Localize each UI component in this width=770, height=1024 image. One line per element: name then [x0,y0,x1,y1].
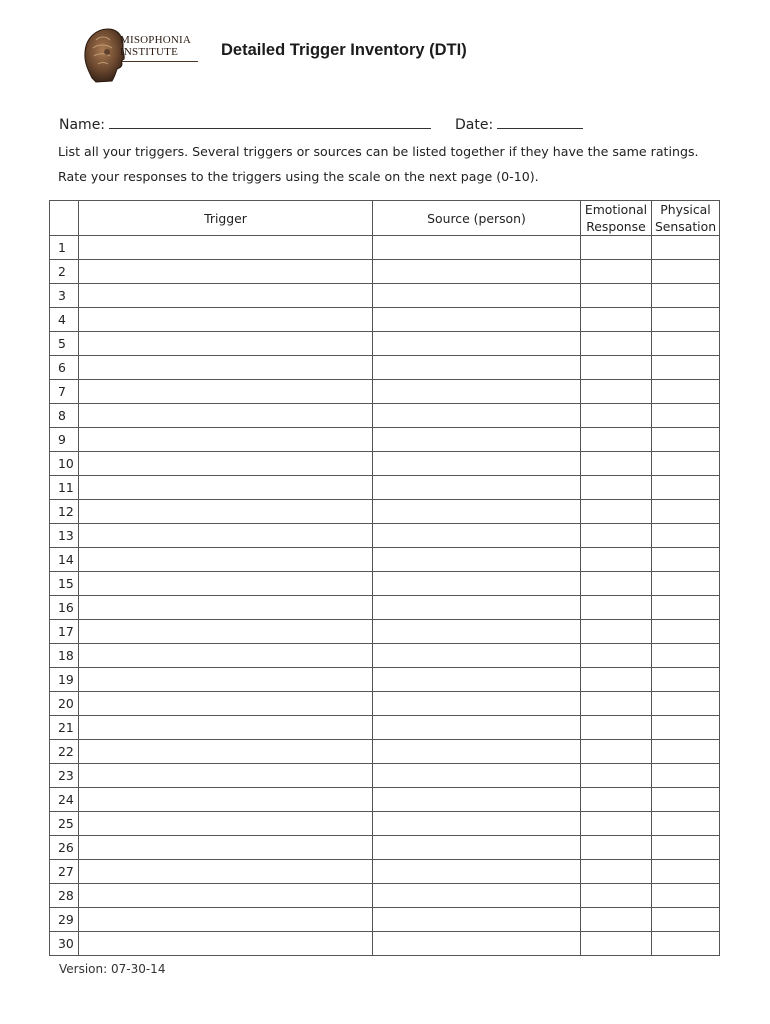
emotional-response-cell[interactable] [581,668,652,692]
physical-sensation-cell[interactable] [652,332,720,356]
date-label: Date: [455,117,494,133]
emotional-response-cell[interactable] [581,812,652,836]
row-number: 24 [50,788,79,812]
source-cell[interactable] [373,932,581,956]
physical-sensation-cell[interactable] [652,884,720,908]
trigger-cell[interactable] [79,812,373,836]
physical-sensation-cell[interactable] [652,308,720,332]
emotional-response-cell[interactable] [581,452,652,476]
row-number: 1 [50,236,79,260]
trigger-cell[interactable] [79,668,373,692]
row-number: 12 [50,500,79,524]
emotional-response-cell[interactable] [581,260,652,284]
table-row [50,860,720,884]
physical-sensation-cell[interactable] [652,548,720,572]
emotional-response-cell[interactable] [581,644,652,668]
header-trigger: Trigger [79,201,373,236]
source-cell[interactable] [373,476,581,500]
table-row [50,524,720,548]
header-emotional-line1: Emotional [584,202,648,217]
row-number: 27 [50,860,79,884]
trigger-cell[interactable] [79,524,373,548]
row-number: 22 [50,740,79,764]
emotional-response-cell[interactable] [581,476,652,500]
row-number: 30 [50,932,79,956]
physical-sensation-cell[interactable] [652,476,720,500]
physical-sensation-cell[interactable] [652,860,720,884]
trigger-cell[interactable] [79,884,373,908]
emotional-response-cell[interactable] [581,404,652,428]
physical-sensation-cell[interactable] [652,284,720,308]
table-row [50,332,720,356]
misophonia-institute-logo [82,26,200,84]
source-cell[interactable] [373,380,581,404]
logo-line-2: INSTITUTE [120,46,179,58]
trigger-cell[interactable] [79,764,373,788]
emotional-response-cell[interactable] [581,548,652,572]
physical-sensation-cell[interactable] [652,500,720,524]
header-physical-line2: Sensation [654,219,717,234]
row-number: 4 [50,308,79,332]
row-number: 25 [50,812,79,836]
physical-sensation-cell[interactable] [652,836,720,860]
emotional-response-cell[interactable] [581,620,652,644]
emotional-response-cell[interactable] [581,284,652,308]
physical-sensation-cell[interactable] [652,524,720,548]
source-cell[interactable] [373,596,581,620]
row-number: 13 [50,524,79,548]
row-number: 29 [50,908,79,932]
source-cell[interactable] [373,620,581,644]
trigger-cell[interactable] [79,356,373,380]
source-cell[interactable] [373,260,581,284]
trigger-cell[interactable] [79,860,373,884]
emotional-response-cell[interactable] [581,884,652,908]
source-cell[interactable] [373,860,581,884]
table-row [50,572,720,596]
source-cell[interactable] [373,884,581,908]
table-row [50,692,720,716]
physical-sensation-cell[interactable] [652,620,720,644]
source-cell[interactable] [373,668,581,692]
emotional-response-cell[interactable] [581,908,652,932]
emotional-response-cell[interactable] [581,572,652,596]
name-field[interactable] [59,115,431,133]
table-row [50,308,720,332]
source-cell[interactable] [373,428,581,452]
physical-sensation-cell[interactable] [652,452,720,476]
source-cell[interactable] [373,284,581,308]
source-cell[interactable] [373,908,581,932]
table-row [50,884,720,908]
physical-sensation-cell[interactable] [652,908,720,932]
row-number: 8 [50,404,79,428]
emotional-response-cell[interactable] [581,716,652,740]
emotional-response-cell[interactable] [581,524,652,548]
trigger-cell[interactable] [79,932,373,956]
emotional-response-cell[interactable] [581,692,652,716]
source-cell[interactable] [373,836,581,860]
emotional-response-cell[interactable] [581,332,652,356]
table-row [50,284,720,308]
instructions-text: List all your triggers. Several triggers or sources can be listed together if they have the same ratings. Rate your responses to the triggers using the scale on the next page (0-10). [58,144,699,184]
physical-sensation-cell[interactable] [652,428,720,452]
table-row [50,356,720,380]
trigger-cell[interactable] [79,572,373,596]
row-number: 10 [50,452,79,476]
emotional-response-cell[interactable] [581,236,652,260]
trigger-inventory-table [49,200,720,956]
row-number: 23 [50,764,79,788]
trigger-cell[interactable] [79,500,373,524]
table-row [50,452,720,476]
row-number: 3 [50,284,79,308]
header-emotional-response [581,201,652,236]
table-row [50,764,720,788]
table-row [50,260,720,284]
physical-sensation-cell[interactable] [652,236,720,260]
row-number: 16 [50,596,79,620]
trigger-cell[interactable] [79,332,373,356]
table-row [50,668,720,692]
row-number: 2 [50,260,79,284]
header-source: Source (person) [373,201,581,236]
trigger-cell[interactable] [79,404,373,428]
trigger-cell[interactable] [79,692,373,716]
row-number: 11 [50,476,79,500]
row-number: 21 [50,716,79,740]
physical-sensation-cell[interactable] [652,380,720,404]
emotional-response-cell[interactable] [581,740,652,764]
physical-sensation-cell[interactable] [652,812,720,836]
physical-sensation-cell[interactable] [652,356,720,380]
trigger-cell[interactable] [79,716,373,740]
table-row [50,404,720,428]
row-number: 14 [50,548,79,572]
table-row [50,380,720,404]
table-row [50,428,720,452]
physical-sensation-cell[interactable] [652,596,720,620]
emotional-response-cell[interactable] [581,764,652,788]
row-number: 6 [50,356,79,380]
source-cell[interactable] [373,236,581,260]
source-cell[interactable] [373,500,581,524]
physical-sensation-cell[interactable] [652,716,720,740]
row-number: 19 [50,668,79,692]
emotional-response-cell[interactable] [581,380,652,404]
physical-sensation-cell[interactable] [652,788,720,812]
physical-sensation-cell[interactable] [652,260,720,284]
date-blank-line[interactable] [497,115,583,129]
trigger-cell[interactable] [79,260,373,284]
header-physical-sensation [652,201,720,236]
table-row [50,908,720,932]
row-number: 15 [50,572,79,596]
physical-sensation-cell[interactable] [652,740,720,764]
row-number: 5 [50,332,79,356]
emotional-response-cell[interactable] [581,932,652,956]
header-emotional-line2: Response [586,219,646,234]
trigger-cell[interactable] [79,428,373,452]
emotional-response-cell[interactable] [581,836,652,860]
row-number: 18 [50,644,79,668]
table-row [50,596,720,620]
physical-sensation-cell[interactable] [652,692,720,716]
table-row [50,716,720,740]
trigger-cell[interactable] [79,380,373,404]
source-cell[interactable] [373,764,581,788]
table-row [50,812,720,836]
table-row [50,836,720,860]
source-cell[interactable] [373,356,581,380]
physical-sensation-cell[interactable] [652,668,720,692]
source-cell[interactable] [373,692,581,716]
table-row [50,548,720,572]
document-title: Detailed Trigger Inventory (DTI) [221,41,467,59]
row-number: 26 [50,836,79,860]
trigger-cell[interactable] [79,452,373,476]
source-cell[interactable] [373,452,581,476]
trigger-cell[interactable] [79,620,373,644]
table-row [50,932,720,956]
emotional-response-cell[interactable] [581,500,652,524]
physical-sensation-cell[interactable] [652,572,720,596]
trigger-cell[interactable] [79,236,373,260]
table-row [50,500,720,524]
emotional-response-cell[interactable] [581,596,652,620]
logo-line-1: MISOPHONIA [120,34,192,46]
trigger-cell[interactable] [79,476,373,500]
table-row [50,788,720,812]
physical-sensation-cell[interactable] [652,932,720,956]
version-label: Version: 07-30-14 [59,962,166,976]
source-cell[interactable] [373,740,581,764]
source-cell[interactable] [373,716,581,740]
row-number: 20 [50,692,79,716]
trigger-cell[interactable] [79,740,373,764]
emotional-response-cell[interactable] [581,860,652,884]
trigger-cell[interactable] [79,788,373,812]
table-row [50,620,720,644]
name-blank-line[interactable] [109,115,431,129]
source-cell[interactable] [373,812,581,836]
table-header-row [50,201,720,236]
name-label: Name: [59,117,106,133]
trigger-cell[interactable] [79,596,373,620]
table-row [50,236,720,260]
header-physical-line1: Physical [660,202,711,217]
trigger-cell[interactable] [79,284,373,308]
trigger-cell[interactable] [79,908,373,932]
row-number: 28 [50,884,79,908]
source-cell[interactable] [373,332,581,356]
trigger-cell[interactable] [79,836,373,860]
source-cell[interactable] [373,404,581,428]
trigger-cell[interactable] [79,644,373,668]
emotional-response-cell[interactable] [581,788,652,812]
emotional-response-cell[interactable] [581,428,652,452]
source-cell[interactable] [373,308,581,332]
header-number [50,201,79,236]
emotional-response-cell[interactable] [581,356,652,380]
table-row [50,476,720,500]
source-cell[interactable] [373,788,581,812]
table-row [50,644,720,668]
trigger-cell[interactable] [79,548,373,572]
source-cell[interactable] [373,548,581,572]
emotional-response-cell[interactable] [581,308,652,332]
physical-sensation-cell[interactable] [652,404,720,428]
physical-sensation-cell[interactable] [652,764,720,788]
row-number: 7 [50,380,79,404]
row-number: 9 [50,428,79,452]
physical-sensation-cell[interactable] [652,644,720,668]
logo-divider [122,61,198,62]
source-cell[interactable] [373,524,581,548]
table-row [50,740,720,764]
date-field[interactable] [455,115,583,133]
source-cell[interactable] [373,644,581,668]
row-number: 17 [50,620,79,644]
trigger-cell[interactable] [79,308,373,332]
source-cell[interactable] [373,572,581,596]
